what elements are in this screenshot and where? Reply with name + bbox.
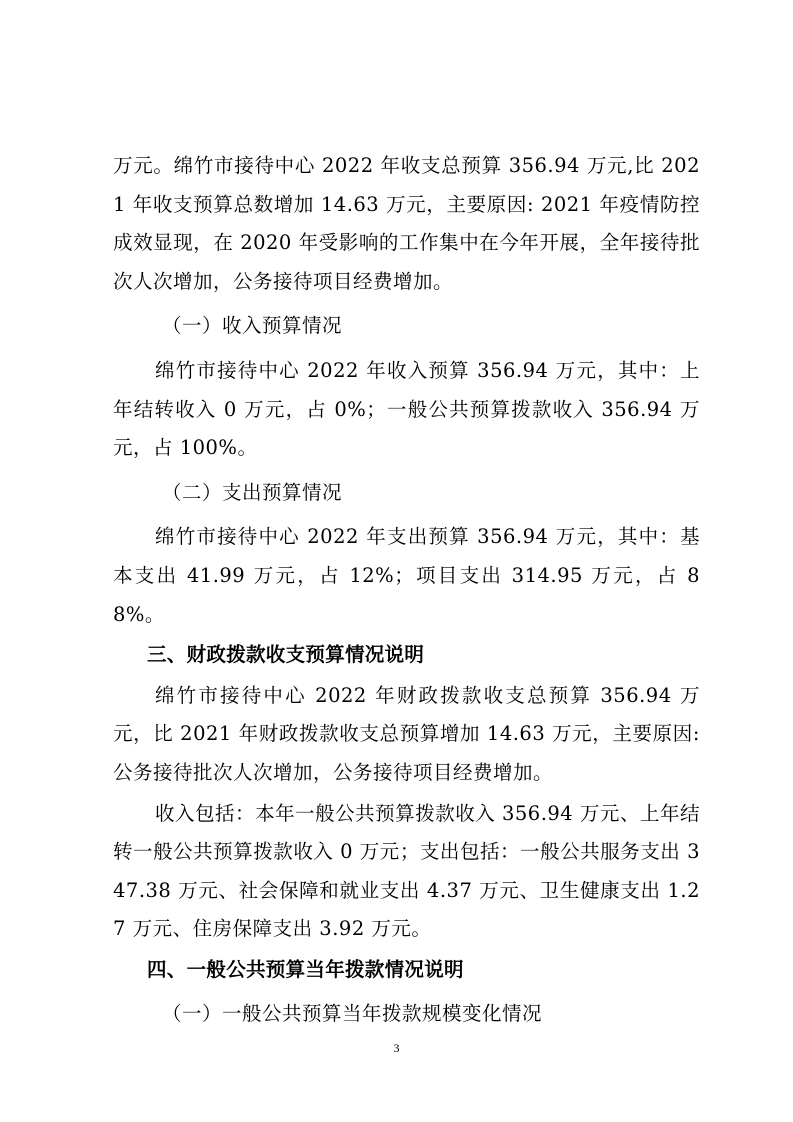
income-budget-subheading: （一）收入预算情况 [162,314,343,338]
income-expenditure-breakdown-paragraph: 收入包括：本年一般公共预算拨款收入 356.94 万元、上年结转一般公共预算拨款收入 0 万元；支出包括：一般公共服务支出 347.38 万元、社会保障和就业支出 4.37 万元、卫生健康支出 1.27 万元、住房保障支出 3.92 万元。 [113,801,700,941]
expenditure-budget-paragraph: 绵竹市接待中心 2022 年支出预算 356.94 万元，其中：基本支出 41.99 万元，占 12%；项目支出 314.95 万元，占 88%。 [113,525,700,626]
appropriation-scale-subheading: （一）一般公共预算当年拨款规模变化情况 [162,1002,543,1026]
page-number: 3 [393,1041,400,1055]
income-budget-paragraph: 绵竹市接待中心 2022 年收入预算 356.94 万元，其中：上年结转收入 0 万元，占 0%；一般公共预算拨款收入 356.94 万元，占 100%。 [113,358,700,460]
section-4-heading: 四、一般公共预算当年拨款情况说明 [147,957,464,981]
document-body [113,147,700,1040]
fiscal-appropriation-paragraph: 绵竹市接待中心 2022 年财政拨款收支总预算 356.94 万元，比 2021 年财政拨款收支总预算增加 14.63 万元，主要原因: 公务接待批次人次增加，公务接待项目经费增加。 [113,683,700,784]
section-3-heading: 三、财政拨款收支预算情况说明 [147,643,425,667]
expenditure-budget-subheading: （二）支出预算情况 [162,480,343,504]
continuation-paragraph: 万元。绵竹市接待中心 2022 年收支总预算 356.94 万元,比 2021 年收支预算总数增加 14.63 万元，主要原因: 2021 年疫情防控成效显现，在 2020 年受影响的工作集中在今年开展，全年接待批次人次增加，公务接待项目经费增加。 [113,154,700,293]
